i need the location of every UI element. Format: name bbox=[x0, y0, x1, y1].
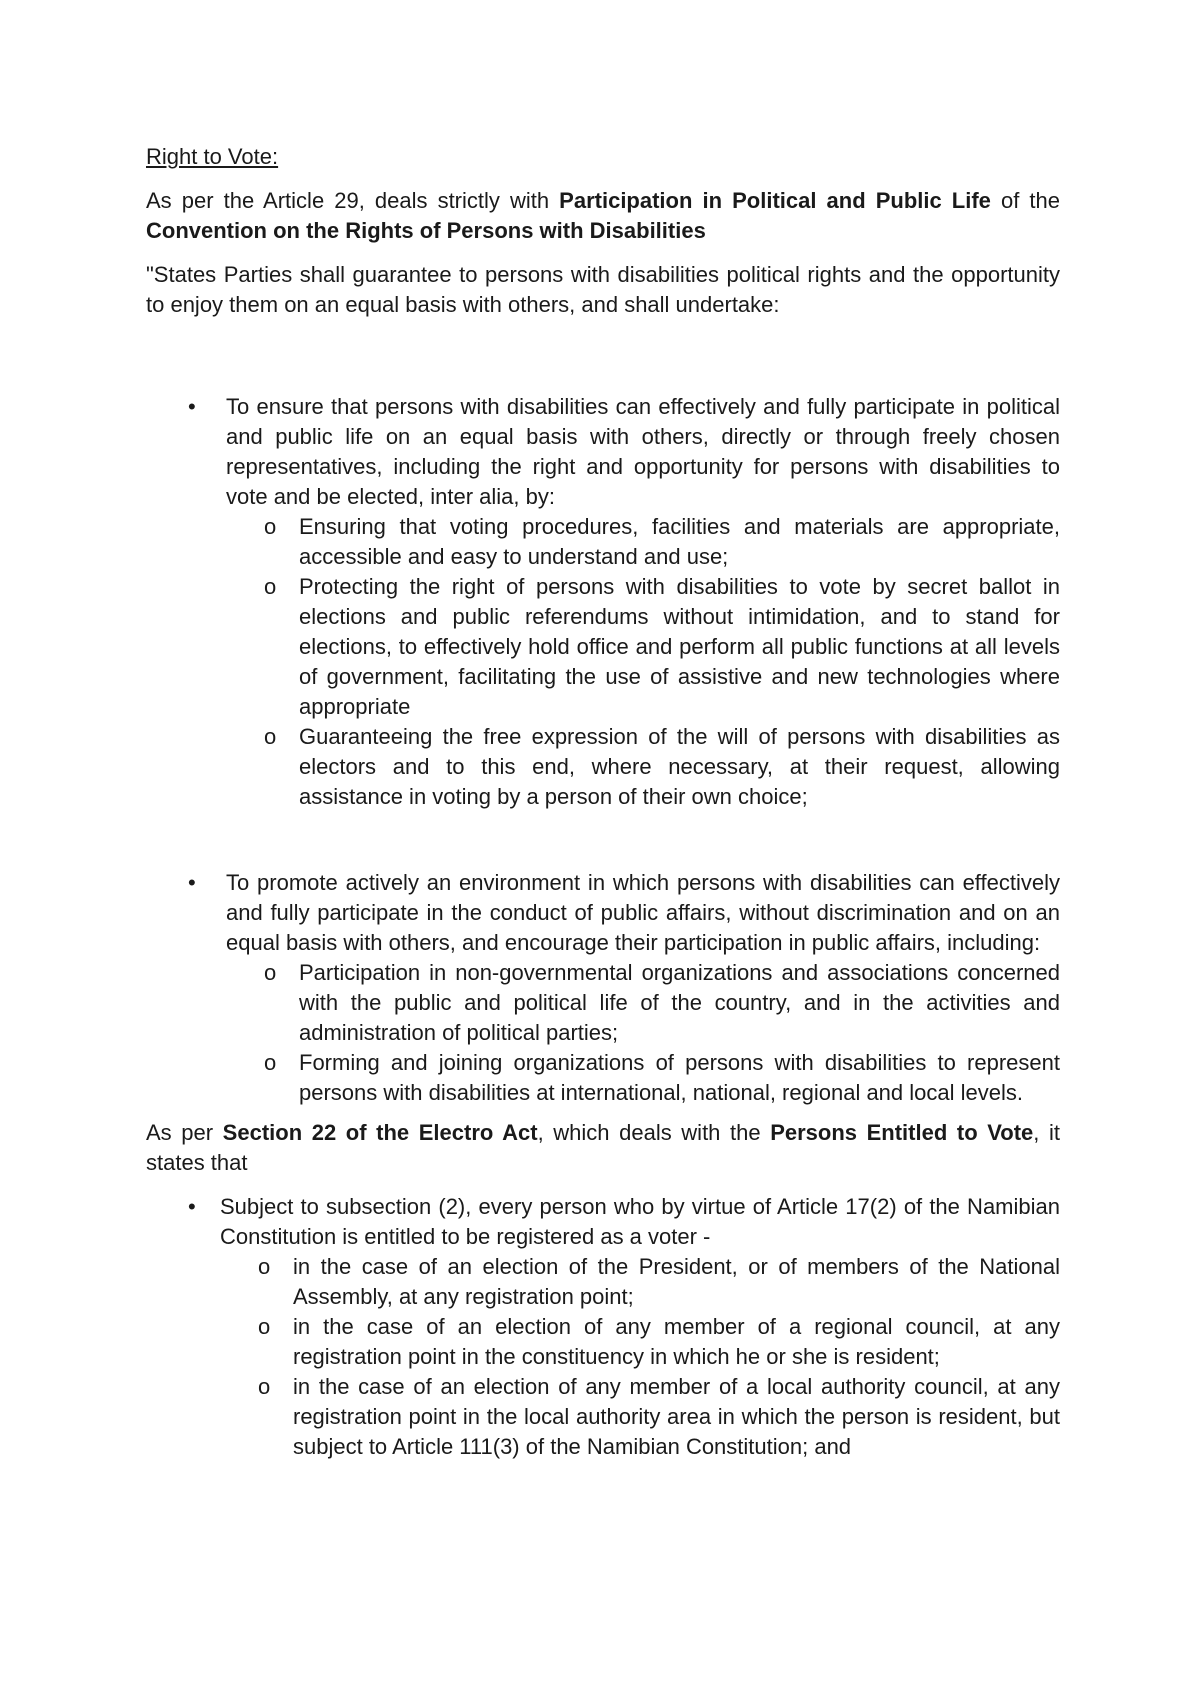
sub-list-item: o Participation in non-governmental organizations and associations concerned with the public and political life of the country, and in the activities and administration of political parties; bbox=[264, 960, 1060, 1045]
section-22-bold-persons: Persons Entitled to Vote bbox=[770, 1120, 1034, 1145]
sub-list-item: o in the case of an election of any member of a local authority council, at any registration point in the local authority area in which the person is resident, but subject to Article 111(3) of the Namibian Constitution; and bbox=[258, 1374, 1060, 1459]
section-22-bold-act: Section 22 of the Electro Act bbox=[222, 1120, 538, 1145]
intro-bold-article: Participation in Political and Public Life bbox=[559, 188, 991, 213]
sub-list bbox=[226, 958, 1060, 1108]
circle-bullet-icon: o bbox=[258, 1314, 271, 1339]
circle-bullet-icon: o bbox=[264, 724, 277, 749]
quote-paragraph: "States Parties shall guarantee to persons with disabilities political rights and the opportunity to enjoy them on an equal basis with others, and shall undertake: bbox=[146, 262, 1060, 317]
list-item: • To promote actively an environment in which persons with disabilities can effectively and fully participate in the conduct of public affairs, without discrimination and on an equal basis with others, and encourage their participation in public affairs, including: o Participation in non-governmental organizations and associations concerned with the public and political life of the country, and in the activities and administration of political parties; o Forming and joining organizations of persons with disabilities to represent persons with disabilities at international, national, regional and local levels. bbox=[146, 868, 1060, 1108]
document-content bbox=[146, 142, 1060, 1462]
section-22-paragraph: As per Section 22 of the Electro Act, which deals with the Persons Entitled to Vote, it states that bbox=[146, 1120, 1060, 1175]
sub-list bbox=[220, 1252, 1060, 1462]
circle-bullet-icon: o bbox=[264, 960, 277, 985]
section-22-list bbox=[146, 1192, 1060, 1462]
sub-list-item: o Protecting the right of persons with disabilities to vote by secret ballot in elections and public referendums without intimidation, and to stand for elections, to effectively hold office and perform all public functions at all levels of government, facilitating the use of assistive and new technologies where appropriate bbox=[264, 574, 1060, 719]
bullet-icon: • bbox=[188, 870, 196, 895]
sub-list-item: o Guaranteeing the free expression of the will of persons with disabilities as electors and to this end, where necessary, at their request, allowing assistance in voting by a person of their own choice; bbox=[264, 724, 1060, 809]
article-29-list bbox=[146, 392, 1060, 1108]
circle-bullet-icon: o bbox=[258, 1374, 271, 1399]
section-heading: Right to Vote: bbox=[146, 144, 279, 169]
sub-list-item: o in the case of an election of the President, or of members of the National Assembly, at any registration point; bbox=[258, 1254, 1060, 1309]
list-item: • Subject to subsection (2), every person who by virtue of Article 17(2) of the Namibian Constitution is entitled to be registered as a voter - o in the case of an election of the President, or of members of the National Assembly, at any registration point; o in the case of an election of any member of a regional council, at any registration point in the constituency in which he or she is resident; o in the case of an election of any member of a local authority council, at any registration point in the local authority area in which the person is resident, but subject to Article 111(3) of the Namibian Constitution; and bbox=[146, 1192, 1060, 1462]
sub-list bbox=[226, 512, 1060, 812]
bullet-icon: • bbox=[188, 394, 196, 419]
bullet-icon: • bbox=[188, 1194, 196, 1219]
intro-paragraph: As per the Article 29, deals strictly with Participation in Political and Public Life of the Convention on the Rights of Persons with Disabilities bbox=[146, 188, 1060, 243]
circle-bullet-icon: o bbox=[258, 1254, 271, 1279]
circle-bullet-icon: o bbox=[264, 514, 277, 539]
sub-list-item: o Ensuring that voting procedures, facilities and materials are appropriate, accessible and easy to understand and use; bbox=[264, 514, 1060, 569]
sub-list-item: o in the case of an election of any member of a regional council, at any registration point in the constituency in which he or she is resident; bbox=[258, 1314, 1060, 1369]
list-item: • To ensure that persons with disabilities can effectively and fully participate in political and public life on an equal basis with others, directly or through freely chosen representatives, including the right and opportunity for persons with disabilities to vote and be elected, inter alia, by: o Ensuring that voting procedures, facilities and materials are appropriate, accessible and easy to understand and use; o Protecting the right of persons with disabilities to vote by secret ballot in elections and public referendums without intimidation, and to stand for elections, to effectively hold office and perform all public functions at all levels of government, facilitating the use of assistive and new technologies where appropriate o Guaranteeing the free expression of the will of persons with disabilities as electors and to this end, where necessary, at their request, allowing assistance in voting by a person of their own choice; bbox=[146, 392, 1060, 812]
circle-bullet-icon: o bbox=[264, 574, 277, 599]
sub-list-item: o Forming and joining organizations of persons with disabilities to represent persons with disabilities at international, national, regional and local levels. bbox=[264, 1050, 1060, 1105]
intro-bold-convention: Convention on the Rights of Persons with Disabilities bbox=[146, 218, 706, 243]
circle-bullet-icon: o bbox=[264, 1050, 277, 1075]
